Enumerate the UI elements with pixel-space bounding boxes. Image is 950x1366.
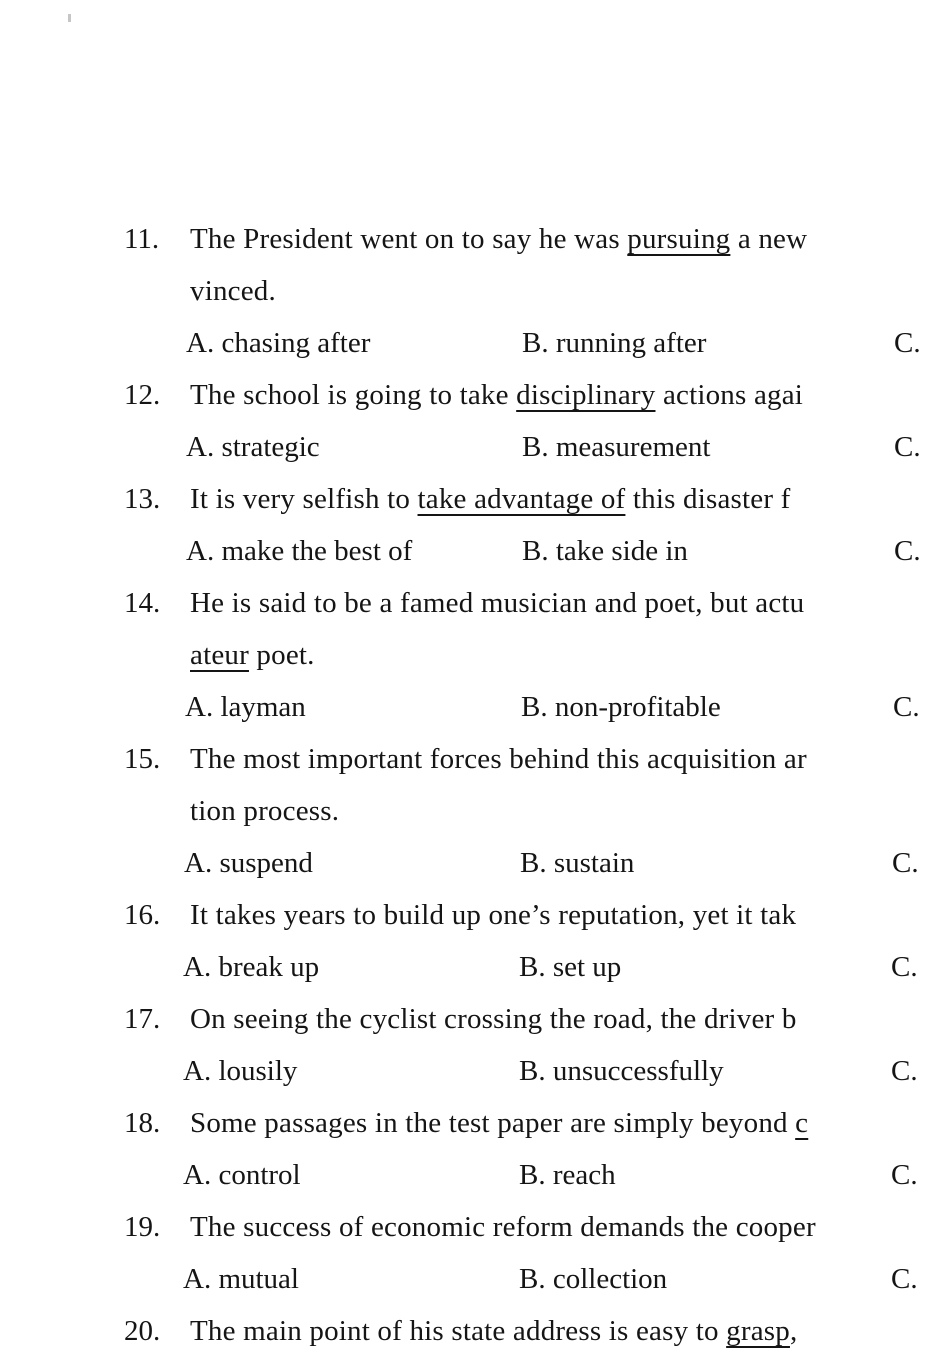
answer-option[interactable]: A. lousily <box>183 1055 298 1087</box>
text-segment: actions agai <box>655 379 804 411</box>
answer-option[interactable]: B. measurement <box>522 431 711 463</box>
answer-option[interactable]: C. <box>891 1159 918 1191</box>
question-stem-continuation <box>0 794 950 828</box>
question-stem-line <box>0 378 950 412</box>
answer-option[interactable]: C. <box>894 535 921 567</box>
answer-options <box>0 690 950 724</box>
question-text <box>190 1002 797 1036</box>
question-number: 16. <box>124 899 161 931</box>
answer-option[interactable]: A. chasing after <box>186 327 371 359</box>
question-number: 15. <box>124 743 161 775</box>
answer-options <box>0 1158 950 1192</box>
answer-option[interactable]: C. <box>892 847 919 879</box>
answer-options <box>0 846 950 880</box>
text-segment: The success of economic reform demands the cooper <box>190 1211 816 1243</box>
underlined-term: c <box>795 1107 809 1139</box>
scan-mark <box>68 14 71 22</box>
answer-options <box>0 950 950 984</box>
question-stem-line <box>0 1106 950 1140</box>
text-segment: He is said to be a famed musician and poet, but actu <box>190 587 805 619</box>
question-number: 13. <box>124 483 161 515</box>
answer-option[interactable]: B. reach <box>519 1159 616 1191</box>
text-segment: a new <box>730 223 808 255</box>
answer-option[interactable]: C. <box>893 691 920 723</box>
question-text <box>190 378 803 412</box>
question-stem-line <box>0 1210 950 1244</box>
text-segment: The school is going to take <box>190 379 517 411</box>
question-stem-line <box>0 1314 950 1348</box>
question-number: 17. <box>124 1003 161 1035</box>
question-text <box>190 1106 808 1140</box>
question-stem-continuation <box>0 274 950 308</box>
text-segment: The most important forces behind this acquisition ar <box>190 743 807 775</box>
answer-option[interactable]: A. break up <box>183 951 320 983</box>
question-text <box>190 898 796 932</box>
text-segment: tion process. <box>190 795 340 827</box>
question-text <box>190 638 315 672</box>
question-stem-line <box>0 586 950 620</box>
question-text <box>190 742 807 776</box>
text-segment: It is very selfish to <box>190 483 418 515</box>
question-stem-continuation <box>0 638 950 672</box>
answer-option[interactable]: C. <box>891 1263 918 1295</box>
question-stem-line <box>0 898 950 932</box>
answer-options <box>0 534 950 568</box>
answer-option[interactable]: A. control <box>183 1159 301 1191</box>
underlined-term: ateur <box>190 639 249 671</box>
answer-options <box>0 1054 950 1088</box>
answer-option[interactable]: B. unsuccessfully <box>519 1055 724 1087</box>
answer-option[interactable]: A. mutual <box>183 1263 299 1295</box>
text-segment: It takes years to build up one’s reputation, yet it tak <box>190 899 797 931</box>
text-segment: this disaster f <box>625 483 791 515</box>
question-number: 19. <box>124 1211 161 1243</box>
answer-option[interactable]: A. make the best of <box>186 535 413 567</box>
answer-option[interactable]: B. running after <box>522 327 707 359</box>
question-stem-line <box>0 742 950 776</box>
text-segment: On seeing the cyclist crossing the road, the driver b <box>190 1003 797 1035</box>
answer-option[interactable]: B. take side in <box>522 535 688 567</box>
text-segment: The main point of his state address is easy to <box>190 1315 727 1347</box>
answer-options <box>0 430 950 464</box>
question-text <box>190 586 804 620</box>
answer-option[interactable]: B. non-profitable <box>521 691 721 723</box>
underlined-term: disciplinary <box>516 379 656 411</box>
answer-option[interactable]: A. layman <box>185 691 306 723</box>
underlined-term: pursuing <box>627 223 731 255</box>
answer-option[interactable]: C. <box>894 327 921 359</box>
text-segment: Some passages in the test paper are simply beyond <box>190 1107 796 1139</box>
underlined-term: take advantage of <box>417 483 626 515</box>
question-stem-line <box>0 482 950 516</box>
answer-options <box>0 326 950 360</box>
question-text <box>190 222 807 256</box>
answer-option[interactable]: A. strategic <box>186 431 320 463</box>
answer-option[interactable]: C. <box>891 1055 918 1087</box>
question-text <box>190 274 276 308</box>
question-number: 12. <box>124 379 161 411</box>
question-number: 11. <box>124 223 160 255</box>
answer-option[interactable]: A. suspend <box>184 847 313 879</box>
question-stem-line <box>0 1002 950 1036</box>
answer-options <box>0 1262 950 1296</box>
question-text <box>190 1210 816 1244</box>
answer-option[interactable]: B. set up <box>519 951 622 983</box>
answer-option[interactable]: C. <box>891 951 918 983</box>
text-segment: , <box>789 1315 798 1347</box>
question-text <box>190 482 791 516</box>
question-text <box>190 794 339 828</box>
text-segment: The President went on to say he was <box>190 223 628 255</box>
text-segment: vinced. <box>190 275 276 307</box>
question-stem-line <box>0 222 950 256</box>
text-segment: poet. <box>248 639 315 671</box>
question-number: 20. <box>124 1315 161 1347</box>
question-text <box>190 1314 797 1348</box>
answer-option[interactable]: B. collection <box>519 1263 668 1295</box>
question-number: 18. <box>124 1107 161 1139</box>
underlined-term: grasp <box>726 1315 790 1347</box>
question-number: 14. <box>124 587 161 619</box>
answer-option[interactable]: B. sustain <box>520 847 635 879</box>
answer-option[interactable]: C. <box>894 431 921 463</box>
